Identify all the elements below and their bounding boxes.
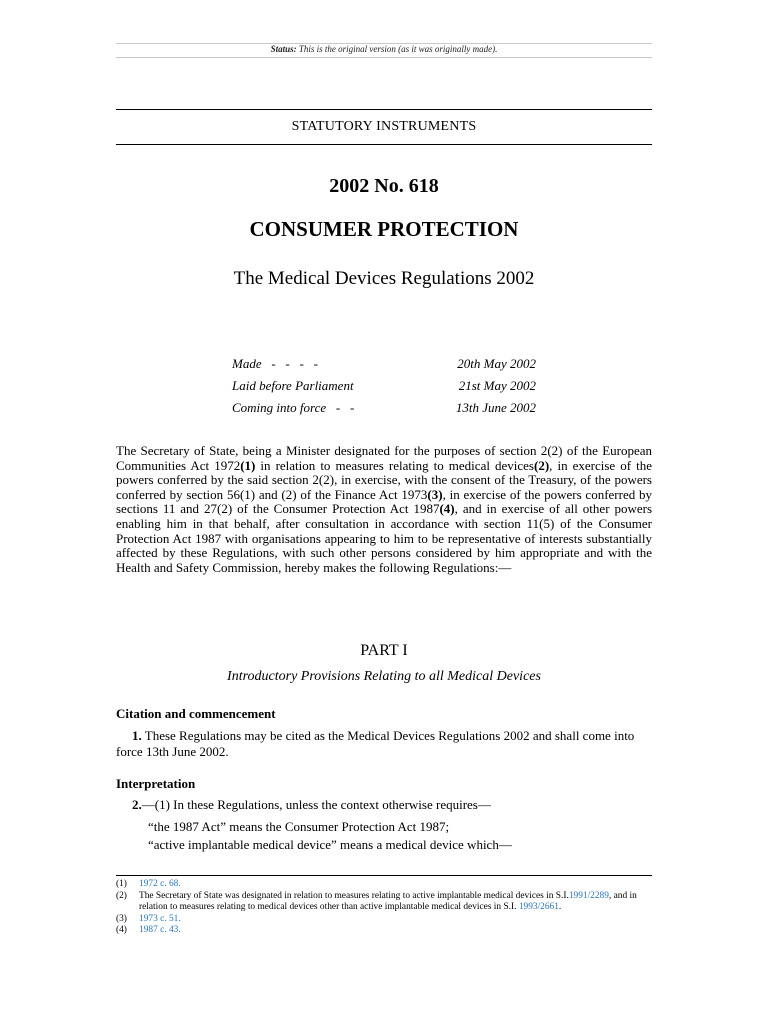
date-row-made — [232, 354, 536, 376]
date-label: Made - - - - — [232, 356, 318, 371]
regulation-text: —(1) In these Regulations, unless the context otherwise requires— — [141, 797, 491, 812]
date-value: 21st May 2002 — [458, 378, 536, 393]
definition-active-implantable: “active implantable medical device” means a medical device which— — [148, 837, 512, 852]
citation-heading: Citation and commencement — [116, 706, 276, 721]
regulation-2 — [132, 797, 491, 813]
footnote-2 — [116, 891, 652, 914]
instrument-number: 2002 No. 618 — [329, 175, 439, 197]
footnote-mark: (4) — [116, 925, 127, 936]
header-bottom-rule — [116, 144, 652, 145]
preamble-text: , in exercise of the powers conferred by sections 11 and 27(2) of the Consumer Protection Act 1987 — [116, 486, 652, 517]
interpretation-heading: Interpretation — [116, 776, 196, 791]
footnote-link[interactable]: 1987 c. 43. — [139, 925, 181, 936]
footnote-text: , and in relation to measures relating to medical devices other than active implantable medical devices in S.I. — [139, 890, 637, 913]
status-bottom-rule — [116, 57, 652, 58]
regulation-text: These Regulations may be cited as the Medical Devices Regulations 2002 and shall come into force 13th June 2002. — [116, 728, 635, 759]
footnote-text: The Secretary of State was designated in relation to measures relating to active implantable medical devices in S.I. — [139, 890, 569, 901]
regulation-number: 1. — [132, 728, 142, 743]
footnote-mark: (3) — [116, 913, 127, 924]
preamble-text: , in exercise of the powers conferred by the said section 2(2), in exercise, with the consent of the Treasury, of the powers conferred by section 56(1) and (2) of the Finance Act 1973 — [116, 457, 652, 502]
footnotes-rule — [116, 875, 652, 876]
subject-heading: CONSUMER PROTECTION — [249, 217, 519, 241]
footnote-link[interactable]: 1991/2289 — [568, 890, 609, 901]
footnote-ref-3[interactable]: (3) — [427, 486, 443, 502]
regulation-number: 2. — [132, 797, 142, 812]
status-line — [116, 44, 652, 54]
date-value: 13th June 2002 — [455, 400, 536, 415]
header-top-rule — [116, 109, 652, 110]
date-label: Coming into force - - — [232, 400, 355, 415]
footnote-mark: (1) — [116, 879, 127, 889]
footnote-link[interactable]: 1972 c. 68. — [139, 879, 181, 889]
footnote-ref-2[interactable]: (2) — [533, 457, 550, 473]
status-text: This is the original version (as it was originally made). — [298, 44, 498, 54]
definition-1987-act: “the 1987 Act” means the Consumer Protection Act 1987; — [148, 819, 450, 834]
part-heading: PART I — [360, 642, 408, 659]
series-heading: STATUTORY INSTRUMENTS — [291, 119, 477, 134]
status-label: Status: — [270, 44, 297, 54]
regulation-1 — [116, 728, 652, 759]
part-subtitle: Introductory Provisions Relating to all Medical Devices — [227, 669, 541, 684]
footnote-ref-4[interactable]: (4) — [439, 501, 455, 517]
footnote-ref-1[interactable]: (1) — [240, 457, 256, 473]
footnote-1 — [116, 879, 652, 891]
date-row-laid — [232, 376, 536, 398]
regulations-title: The Medical Devices Regulations 2002 — [233, 268, 535, 289]
dates-table — [232, 354, 536, 420]
date-value: 20th May 2002 — [457, 356, 536, 371]
footnotes — [116, 879, 652, 937]
preamble-text: in relation to measures relating to medical devices — [255, 457, 534, 473]
footnote-link[interactable]: 1973 c. 51. — [139, 913, 181, 924]
footnote-text: . — [558, 902, 562, 913]
preamble-text: The Secretary of State, being a Minister designated for the purposes of section 2(2) of the European Communities Act 1972 — [116, 443, 652, 473]
preamble-text: , and in exercise of all other powers enabling him in that behalf, after consultation in accordance with section 11(5) of the Consumer Protection Act 1987 with organisations appearing to him to be representative of interests substantially affected by these Regulations, with such other persons considered by him appropriate and with the Health and Safety Commission, hereby makes the following Regulations:— — [116, 501, 653, 575]
footnote-4 — [116, 925, 652, 937]
footnote-mark: (2) — [116, 890, 127, 901]
date-row-coming-into-force — [232, 398, 536, 420]
footnote-3 — [116, 914, 652, 926]
preamble-paragraph — [116, 444, 652, 575]
footnote-link[interactable]: 1993/2661 — [518, 902, 559, 913]
date-label: Laid before Parliament — [232, 378, 354, 393]
